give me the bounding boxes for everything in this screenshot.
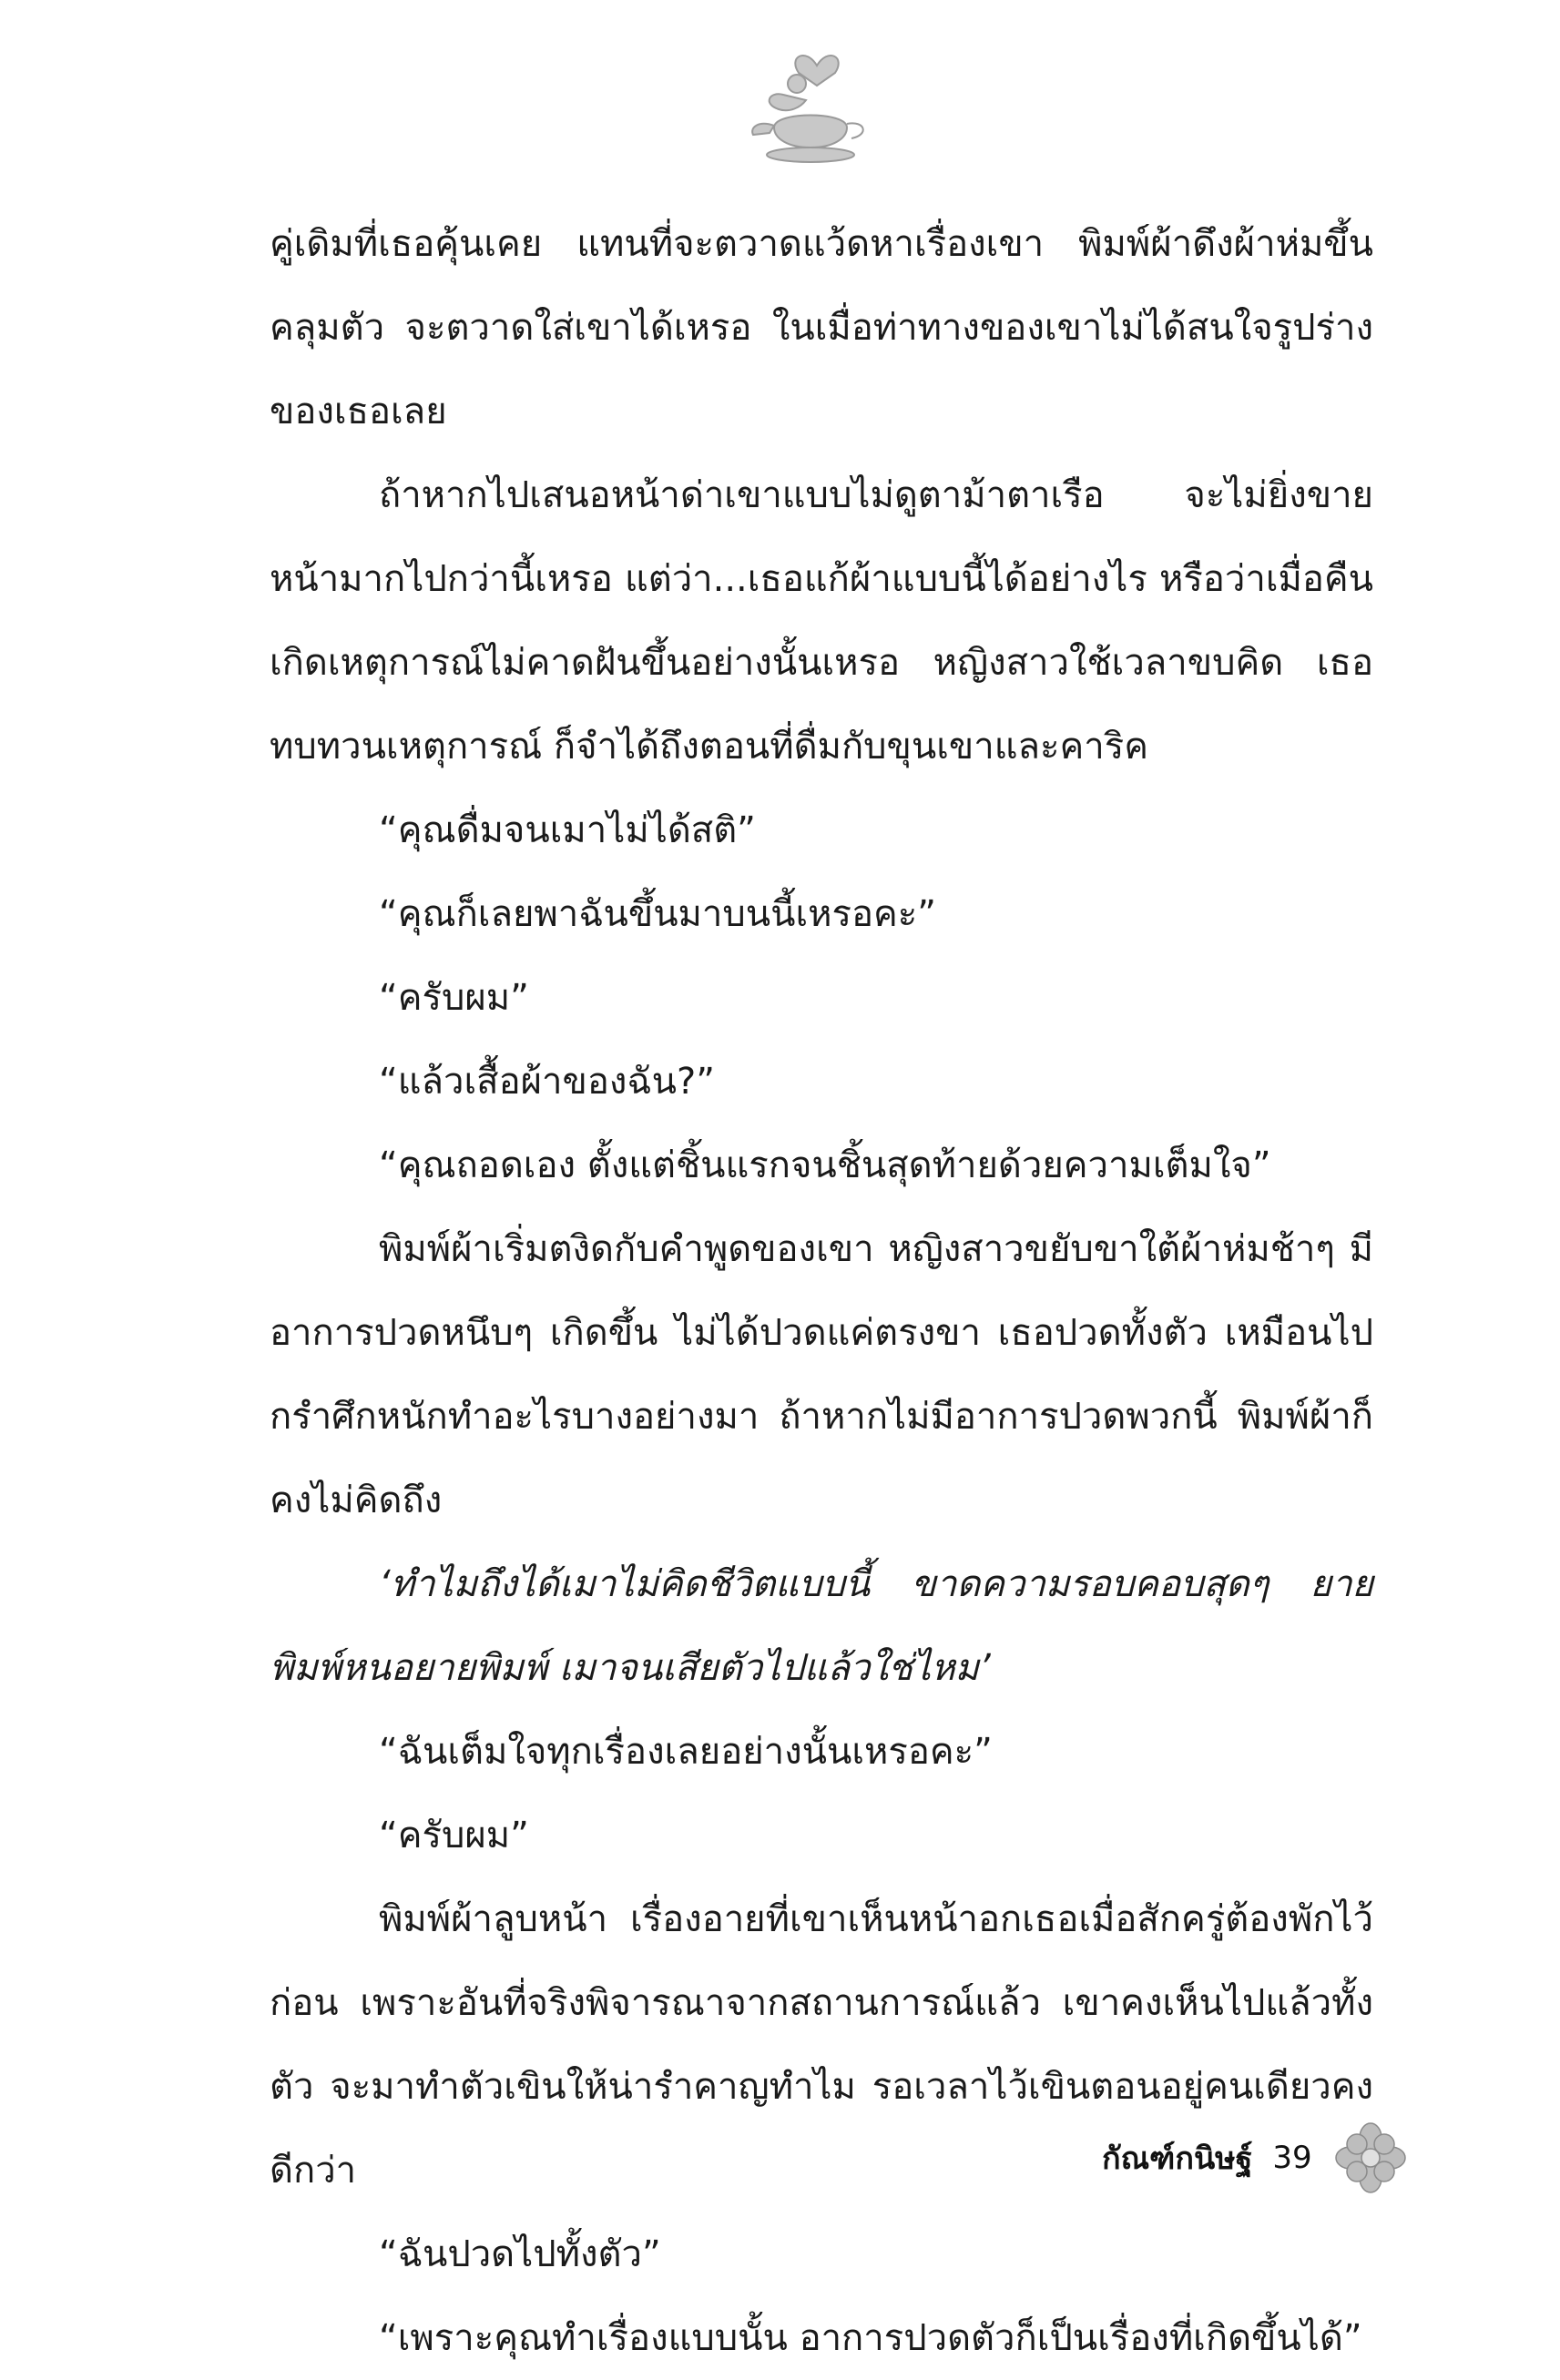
dialogue-line: “แล้วเสื้อผ้าของฉัน?”: [379, 1061, 715, 1103]
cupid-teapot-icon: [742, 47, 879, 175]
paragraph: พิมพ์ผ้าลูบหน้า เรื่องอายที่เขาเห็นหน้าอกเธอเมื่อสักครู่ต้องพักไว้ก่อน เพราะอันที่จริงพิจารณาจากสถานการณ์แล้ว เขาคงเห็นไปแล้วทั้งตัว จะมาทำตัวเขินให้น่ารำคาญทำไม รอเวลาไว้เขินตอนอยู่คนเดียวคงดีกว่า: [270, 1898, 1373, 2192]
page-footer: [1102, 2121, 1409, 2194]
flower-icon: [1332, 2120, 1409, 2196]
dialogue-line: “คุณก็เลยพาฉันขึ้นมาบนนี้เหรอคะ”: [379, 893, 936, 935]
dialogue-line: “คุณดื่มจนเมาไม่ได้สติ”: [379, 809, 756, 851]
paragraph: คู่เดิมที่เธอคุ้นเคย แทนที่จะตวาดแว้ดหาเรื่องเขา พิมพ์ผ้าดึงผ้าห่มขึ้นคลุมตัว จะตวาดใส่เขาได้เหรอ ในเมื่อท่าทางของเขาไม่ได้สนใจรูปร่างของเธอเลย: [270, 223, 1373, 432]
dialogue-line: “ฉันปวดไปทั้งตัว”: [379, 2233, 661, 2275]
dialogue-line: “ครับผม”: [379, 1815, 529, 1856]
inner-thought: ‘ทำไมถึงได้เมาไม่คิดชีวิตแบบนี้ ขาดความรอบคอบสุดๆ ยายพิมพ์หนอยายพิมพ์ เมาจนเสียตัวไปแล้วใช่ไหม’: [270, 1563, 1373, 1689]
page-number: 39: [1272, 2140, 1312, 2176]
book-title: กัณฑ์กนิษฐ์: [1102, 2141, 1253, 2177]
dialogue-line: “ฉันเต็มใจทุกเรื่องเลยอย่างนั้นเหรอคะ”: [379, 1731, 993, 1773]
dialogue-line: “เพราะคุณทำเรื่องแบบนั้น อาการปวดตัวก็เป็นเรื่องที่เกิดขึ้นได้”: [379, 2317, 1362, 2359]
body-text: [270, 202, 1373, 2380]
paragraph: พิมพ์ผ้าเริ่มตงิดกับคำพูดของเขา หญิงสาวขยับขาใต้ผ้าห่มช้าๆ มีอาการปวดหนึบๆ เกิดขึ้น ไม่ได้ปวดแค่ตรงขา เธอปวดทั้งตัว เหมือนไปกรำศึกหนักทำอะไรบางอย่างมา ถ้าหากไม่มีอาการปวดพวกนี้ พิมพ์ผ้าก็คงไม่คิดถึง: [270, 1228, 1373, 1521]
dialogue-line: “ครับผม”: [379, 977, 529, 1019]
dialogue-line: “คุณถอดเอง ตั้งแต่ชิ้นแรกจนชิ้นสุดท้ายด้วยความเต็มใจ”: [379, 1144, 1271, 1186]
paragraph: ถ้าหากไปเสนอหน้าด่าเขาแบบไม่ดูตาม้าตาเรือ จะไม่ยิ่งขายหน้ามากไปกว่านี้เหรอ แต่ว่า...เธอแก้ผ้าแบบนี้ได้อย่างไร หรือว่าเมื่อคืนเกิดเหตุการณ์ไม่คาดฝันขึ้นอย่างนั้นเหรอ หญิงสาวใช้เวลาขบคิด เธอทบทวนเหตุการณ์ ก็จำได้ถึงตอนที่ดื่มกับขุนเขาและคาริค: [270, 474, 1373, 768]
